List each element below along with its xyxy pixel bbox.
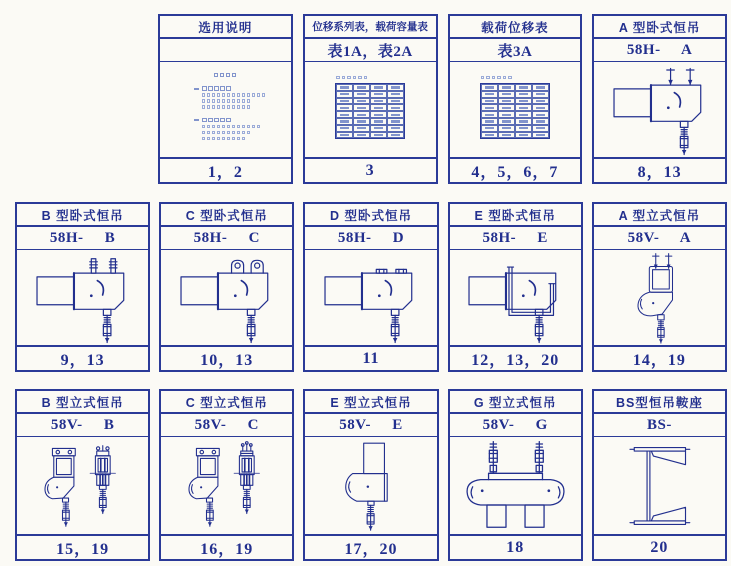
panel-page-numbers: 1，2 [160,157,291,182]
load-displacement-table [450,62,581,157]
displacement-series-load-capacity-table [305,62,436,157]
panel-title: B 型卧式恒吊 [17,204,148,227]
panel-model-code: 58V- A [594,227,725,250]
catalog-row-1 [158,14,727,184]
panel-title: E 型卧式恒吊 [450,204,581,227]
panel-model-code: 58H- C [161,227,292,250]
panel-page-numbers: 15，19 [17,534,148,559]
panel-title: B 型立式恒吊 [17,391,148,414]
catalog-panel-v-e [303,389,438,561]
panel-title: E 型立式恒吊 [305,391,436,414]
panel-page-numbers: 14，19 [594,345,725,370]
catalog-panel-h-b [15,202,150,372]
type-g-vertical-hanger-drawing [450,437,581,534]
type-b-vertical-hanger-drawing [17,437,148,534]
catalog-panel-minitable [303,14,438,184]
panel-model-code: 58V- G [450,414,581,437]
catalog-panel-v-a [592,202,727,372]
panel-title: 位移系列表，载荷容量表 [305,16,436,39]
type-b-horizontal-hanger-drawing [17,250,148,345]
panel-page-numbers: 20 [594,534,725,559]
catalog-panel-bs [592,389,727,561]
panel-page-numbers: 18 [450,534,581,559]
panel-page-numbers: 9，13 [17,345,148,370]
panel-title: C 型立式恒吊 [161,391,292,414]
panel-model-code: 58V- E [305,414,436,437]
type-a-horizontal-hanger-drawing [594,62,725,157]
panel-title: G 型立式恒吊 [450,391,581,414]
panel-page-numbers: 8，13 [594,157,725,182]
panel-title: A 型立式恒吊 [594,204,725,227]
type-c-vertical-hanger-drawing [161,437,292,534]
panel-model-code: 58H- A [594,39,725,62]
type-e-vertical-hanger-drawing [305,437,436,534]
panel-page-numbers: 16，19 [161,534,292,559]
type-a-vertical-hanger-drawing [594,250,725,345]
panel-model-code: 表3A [450,39,581,62]
type-d-horizontal-hanger-drawing [305,250,436,345]
panel-title: 载荷位移表 [450,16,581,39]
panel-model-code: 表1A，表2A [305,39,436,62]
panel-page-numbers: 12，13，20 [450,345,581,370]
panel-title: BS型恒吊鞍座 [594,391,725,414]
panel-page-numbers: 17，20 [305,534,436,559]
bs-hanger-saddle-drawing [594,437,725,534]
catalog-panel-v-g [448,389,583,561]
selection-notes-text [160,62,291,157]
catalog-panel-h-a [592,14,727,184]
catalog-panel-h-d [303,202,438,372]
catalog-panel-notes [158,14,293,184]
panel-model-code: 58H- B [17,227,148,250]
panel-model-code: 58V- C [161,414,292,437]
catalog-panel-v-c [159,389,294,561]
panel-model-code: BS- [594,414,725,437]
panel-model-code [160,39,291,62]
panel-page-numbers: 10，13 [161,345,292,370]
panel-title: C 型卧式恒吊 [161,204,292,227]
panel-model-code: 58V- B [17,414,148,437]
catalog-panel-minitable [448,14,583,184]
panel-model-code: 58H- D [305,227,436,250]
panel-page-numbers: 11 [305,345,436,370]
panel-model-code: 58H- E [450,227,581,250]
panel-title: D 型卧式恒吊 [305,204,436,227]
catalog-panel-h-c [159,202,294,372]
panel-page-numbers: 4，5，6，7 [450,157,581,182]
catalog-row-3 [15,389,727,561]
catalog-panel-h-e [448,202,583,372]
type-e-horizontal-hanger-drawing [450,250,581,345]
catalog-row-2 [15,202,727,372]
panel-page-numbers: 3 [305,157,436,182]
panel-title: A 型卧式恒吊 [594,16,725,39]
panel-title: 选用说明 [160,16,291,39]
catalog-panel-v-b [15,389,150,561]
type-c-horizontal-hanger-drawing [161,250,292,345]
